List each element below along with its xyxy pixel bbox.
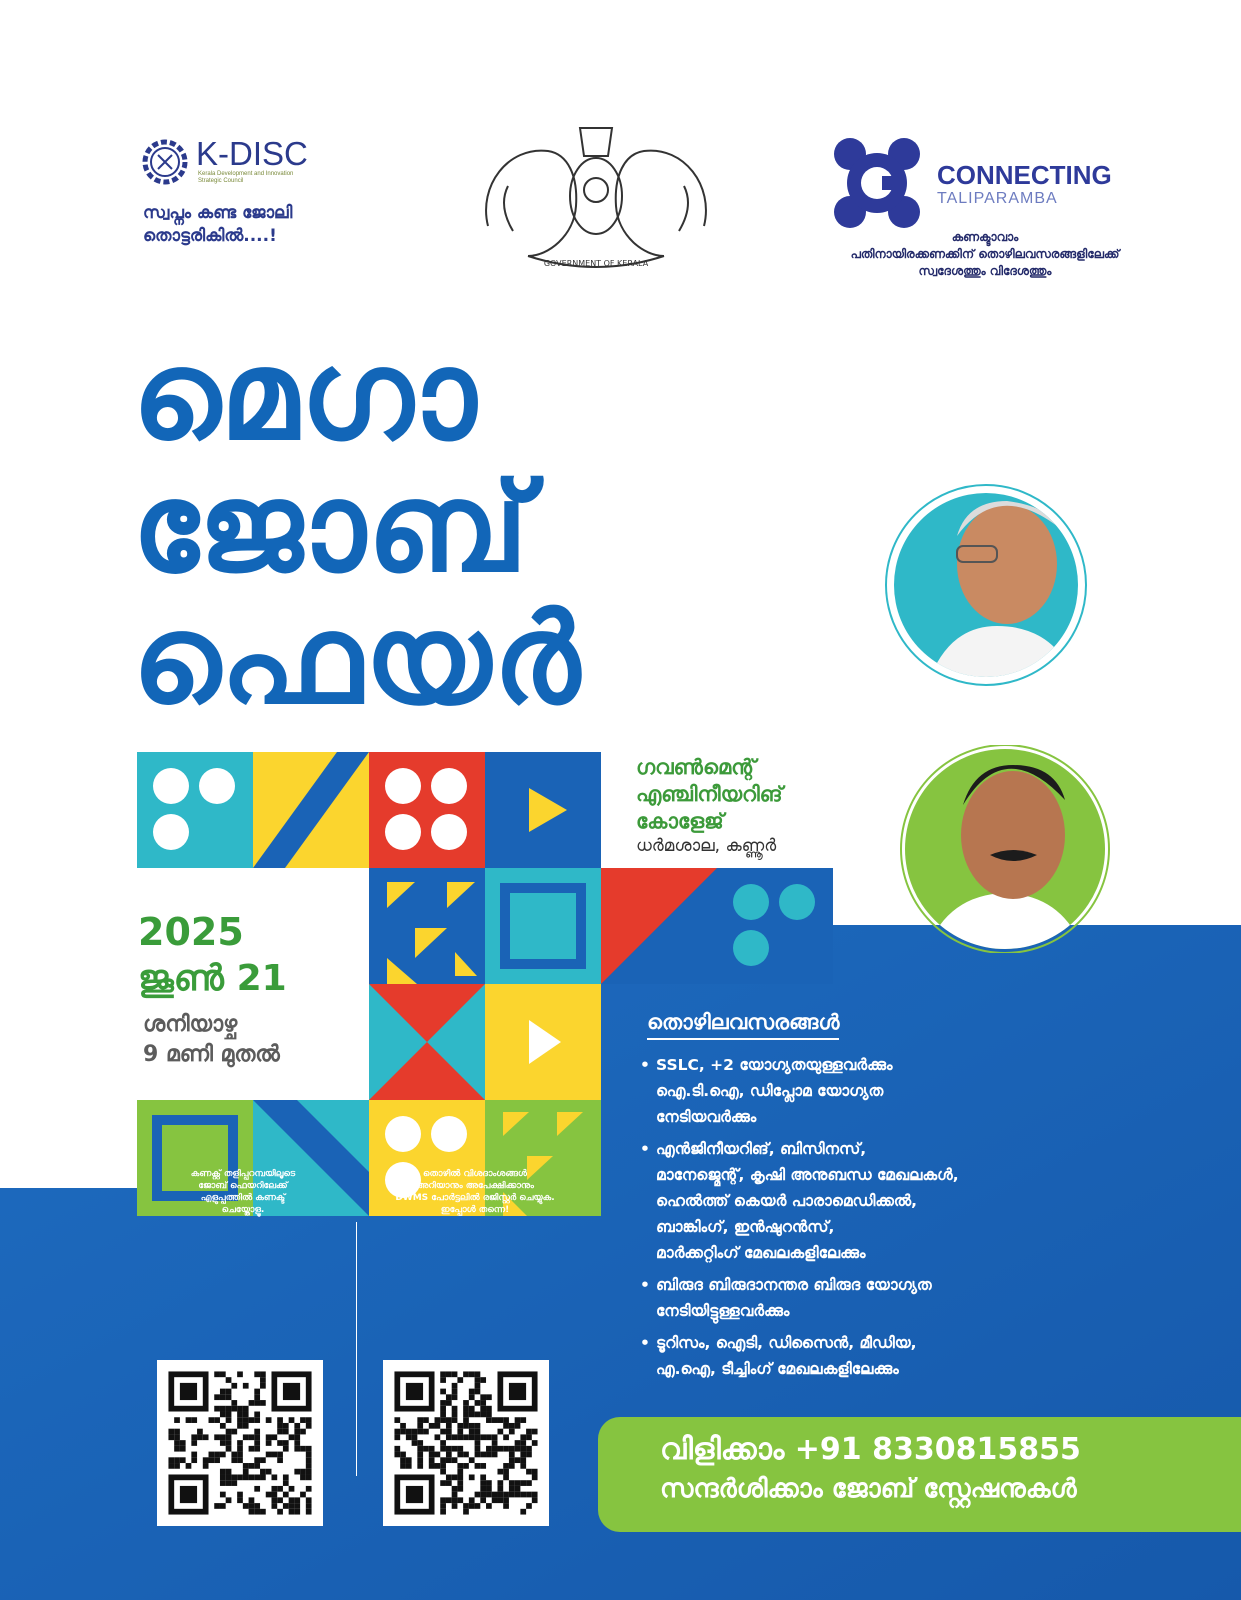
emblem-text: GOVERNMENT OF KERALA (543, 259, 649, 268)
kerala-emblem-icon (468, 106, 724, 274)
qr-caption-2 (370, 1168, 580, 1216)
qr-caption-2-line1: തൊഴിൽ വിശദാംശങ്ങൾ (423, 1169, 527, 1179)
date-day: ജൂൺ 21 (138, 958, 287, 999)
kdisc-logo (136, 133, 336, 193)
qr-caption-2-line2: അറിയാനും അപേക്ഷിക്കാനും (416, 1181, 534, 1191)
contact-visit: സന്ദർശിക്കാം ജോബ് സ്റ്റേഷനുകൾ (660, 1474, 1077, 1504)
venue-line1: ഗവൺമെന്റ് (636, 755, 756, 779)
venue-name (636, 754, 783, 835)
connecting-tagline-line1: കണക്ടാവാം (951, 230, 1019, 244)
qr-caption-1-line4: ചെയ്തോളൂ. (221, 1205, 265, 1215)
connecting-tagline-line2: പതിനായിരക്കണക്കിന് തൊഴിലവസരങ്ങളിലേക്ക് (850, 247, 1120, 261)
portrait-photo-1 (885, 484, 1087, 686)
kdisc-subtitle (198, 171, 293, 185)
connecting-tagline (840, 229, 1130, 280)
page-title (132, 324, 812, 732)
list-item: • ടൂറിസം, ഐടി, ഡിസൈൻ, മീഡിയ, എ.ഐ, ടീച്ചിംഗ് മേഖലകളിലേക്കും (640, 1330, 1110, 1382)
connecting-tagline-line3: സ്വദേശത്തും വിദേശത്തും (918, 264, 1052, 278)
connecting-name: CONNECTING (937, 160, 1112, 190)
list-item: • SSLC, +2 യോഗ്യതയുള്ളവർക്കും ഐ.ടി.ഐ, ഡിപ്ലോമ യോഗ്യത നേടിയവർക്കും (640, 1052, 1110, 1130)
venue-line2: എഞ്ചിനീയറിങ് (636, 782, 783, 806)
portrait-photo-2 (885, 745, 1125, 953)
kdisc-subtitle-line2: Strategic Council (198, 178, 244, 184)
kdisc-tagline-line1: സ്വപ്നം കണ്ട ജോലി (143, 203, 293, 223)
qr-caption-1-line3: എളുപ്പത്തിൽ കണക്ട് (200, 1193, 286, 1203)
kdisc-tagline (143, 202, 353, 248)
connecting-subtitle: TALIPARAMBA (937, 190, 1058, 207)
list-item: • ബിരുദ ബിരുദാനന്തര ബിരുദ യോഗ്യത നേടിയിട്ടുള്ളവർക്കും (640, 1272, 1110, 1324)
qr-code-2[interactable] (383, 1360, 549, 1526)
kdisc-subtitle-line1: Kerala Development and Innovation (198, 171, 294, 177)
opportunities-heading: തൊഴിലവസരങ്ങൾ (647, 1010, 839, 1040)
title-line1: മെഗാ (132, 324, 478, 468)
gear-icon (136, 133, 194, 191)
person-icon (887, 486, 1085, 684)
date-time: 9 മണി മുതൽ (143, 1042, 280, 1067)
kdisc-name: K-DISC (196, 135, 308, 172)
kdisc-tagline-line2: തൊട്ടരികിൽ....! (143, 226, 277, 246)
date-year: 2025 (138, 910, 244, 954)
qr-code-icon (383, 1360, 549, 1526)
contact-phone[interactable]: വിളിക്കാം +91 8330815855 (660, 1432, 1081, 1467)
connecting-logo-icon (832, 136, 922, 230)
qr-caption-2-line3: DWMS പോർട്ടലിൽ രജിസ്റ്റർ ചെയ്യുക. (395, 1193, 555, 1203)
qr-caption-1-line2: ജോബ് ഫെയറിലേക്ക് (198, 1181, 288, 1191)
opportunities-list (640, 1052, 1110, 1388)
date-weekday: ശനിയാഴ്ച (143, 1012, 238, 1037)
qr-caption-1-line1: കണക്റ്റ് തളിപ്പറമ്പയിലൂടെ (190, 1169, 296, 1179)
venue-line3: കോളേജ് (636, 809, 724, 833)
venue-place: ധർമശാല, കണ്ണൂർ (636, 836, 777, 856)
title-line2: ജോബ് (132, 456, 530, 600)
person-icon (885, 745, 1125, 953)
qr-code-1[interactable] (157, 1360, 323, 1526)
list-item: • എൻജിനീയറിങ്, ബിസിനസ്, മാനേജ്മെന്റ്, കൃഷി അനുബന്ധ മേഖലകൾ, ഹെൽത്ത് കെയർ പാരാമെഡിക്കൽ, ബാങ്കിംഗ്, ഇൻഷുറൻസ്, മാർക്കറ്റിംഗ് മേഖലകളിലേക്കും (640, 1136, 1110, 1266)
qr-code-icon (157, 1360, 323, 1526)
qr-caption-2-line4: ഇപ്പോൾ തന്നെ! (440, 1205, 510, 1215)
qr-caption-1 (158, 1168, 328, 1216)
title-line3: ഫെയർ (132, 588, 582, 732)
qr-divider (356, 1222, 357, 1476)
